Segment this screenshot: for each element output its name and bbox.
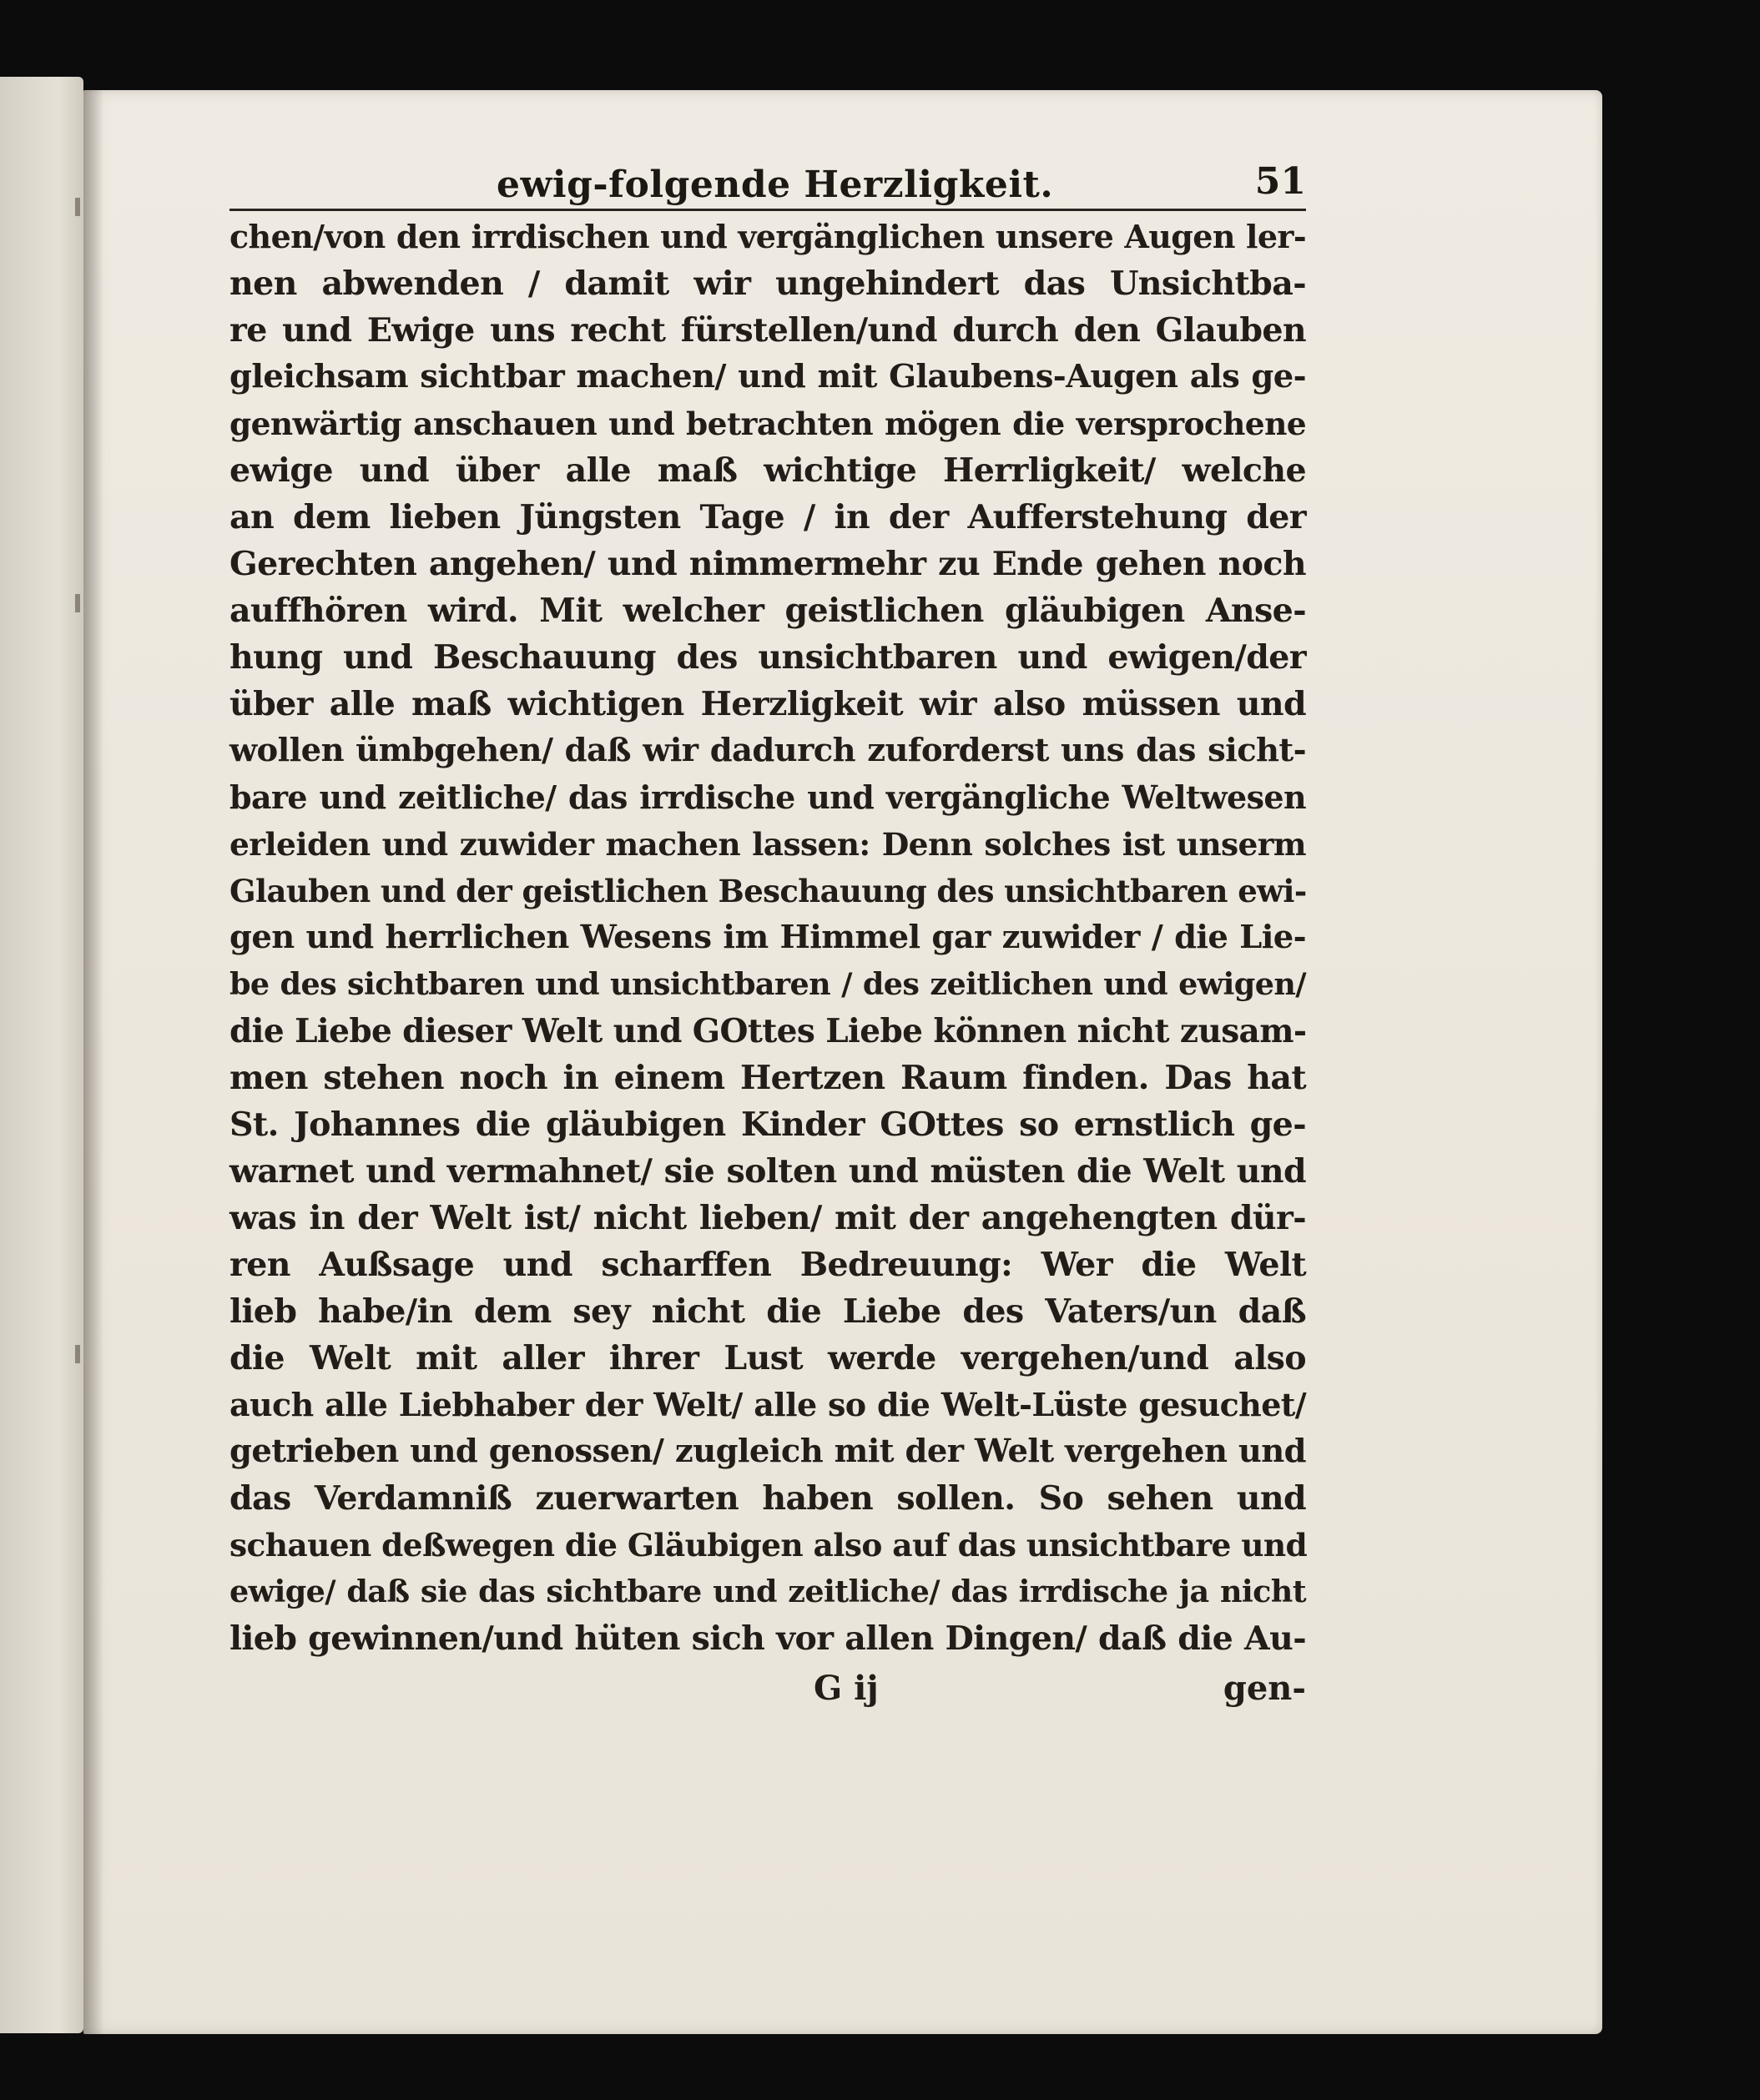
signature-mark: G ij	[814, 1669, 879, 1708]
text-line: gleichsam sichtbar machen/ und mit Glaubens-Augen als ge-	[229, 358, 1306, 395]
text-line: be des sichtbaren und unsichtbaren / des zeitlichen und ewigen/	[229, 966, 1306, 1002]
catchword: gen-	[1223, 1669, 1306, 1708]
text-line: ewige/ daß sie das sichtbare und zeitliche/ das irrdische ja nicht	[229, 1574, 1306, 1609]
running-title: ewig-folgende Herzligkeit.	[497, 164, 1054, 206]
text-line: an dem lieben Jüngsten Tage / in der Aufferstehung der	[229, 498, 1306, 536]
text-line: Glauben und der geistlichen Beschauung des unsichtbaren ewi-	[229, 873, 1307, 909]
page-edge-mark	[75, 594, 80, 612]
header-rule	[229, 209, 1306, 211]
text-line: men stehen noch in einem Hertzen Raum finden. Das hat	[229, 1059, 1306, 1097]
text-line: die Liebe dieser Welt und GOttes Liebe können nicht zusam-	[229, 1012, 1307, 1050]
page-gutter-shadow	[83, 90, 103, 2034]
text-line: genwärtig anschauen und betrachten mögen die versprochene	[229, 405, 1306, 442]
page-edge-mark	[75, 198, 80, 216]
text-line: re und Ewige uns recht fürstellen/und durch den Glauben	[229, 311, 1306, 350]
text-line: gen und herrlichen Wesens im Himmel gar zuwider / die Lie-	[229, 919, 1306, 956]
text-line: über alle maß wichtigen Herzligkeit wir also müssen und	[229, 685, 1306, 723]
page-footer	[229, 1669, 1306, 1719]
text-line: ren Außsage und scharffen Bedreuung: Wer die Welt	[229, 1246, 1306, 1284]
text-line: Gerechten angehen/ und nimmermehr zu Ende gehen noch	[229, 545, 1306, 583]
page-edge-mark	[75, 1345, 80, 1363]
page-number: 51	[1254, 160, 1306, 203]
text-line: nen abwenden / damit wir ungehindert das Unsichtba-	[229, 264, 1306, 303]
text-line: was in der Welt ist/ nicht lieben/ mit der angehengten dür-	[229, 1199, 1306, 1237]
text-line: erleiden und zuwider machen lassen: Denn solches ist unserm	[229, 826, 1306, 863]
text-line: lieb habe/in dem sey nicht die Liebe des Vaters/un daß	[229, 1292, 1306, 1331]
text-line: wollen ümbgehen/ daß wir dadurch zuforderst uns das sicht-	[229, 732, 1306, 769]
text-line: lieb gewinnen/und hüten sich vor allen Dingen/ daß die Au-	[229, 1619, 1306, 1658]
page-header	[229, 159, 1306, 217]
body-text	[229, 214, 1306, 1662]
text-line: schauen deßwegen die Gläubigen also auf das unsichtbare und	[229, 1527, 1308, 1564]
text-line: chen/von den irrdischen und vergänglichen unsere Augen ler-	[229, 218, 1306, 255]
previous-page-edge	[0, 77, 83, 2033]
text-line: St. Johannes die gläubigen Kinder GOttes so ernstlich ge-	[229, 1105, 1306, 1144]
text-line: auffhören wird. Mit welcher geistlichen gläubigen Anse-	[229, 592, 1306, 630]
text-line: getrieben und genossen/ zugleich mit der Welt vergehen und	[229, 1433, 1306, 1470]
text-line: auch alle Liebhaber der Welt/ alle so die Welt-Lüste gesuchet/	[229, 1386, 1306, 1423]
text-line: warnet und vermahnet/ sie solten und müsten die Welt und	[229, 1152, 1306, 1191]
text-line: bare und zeitliche/ das irrdische und vergängliche Weltwesen	[229, 778, 1306, 816]
text-line: ewige und über alle maß wichtige Herrligkeit/ welche	[229, 451, 1306, 490]
text-line: das Verdamniß zuerwarten haben sollen. So sehen und	[229, 1479, 1306, 1518]
text-line: hung und Beschauung des unsichtbaren und ewigen/der	[229, 638, 1306, 677]
text-line: die Welt mit aller ihrer Lust werde vergehen/und also	[229, 1339, 1306, 1377]
